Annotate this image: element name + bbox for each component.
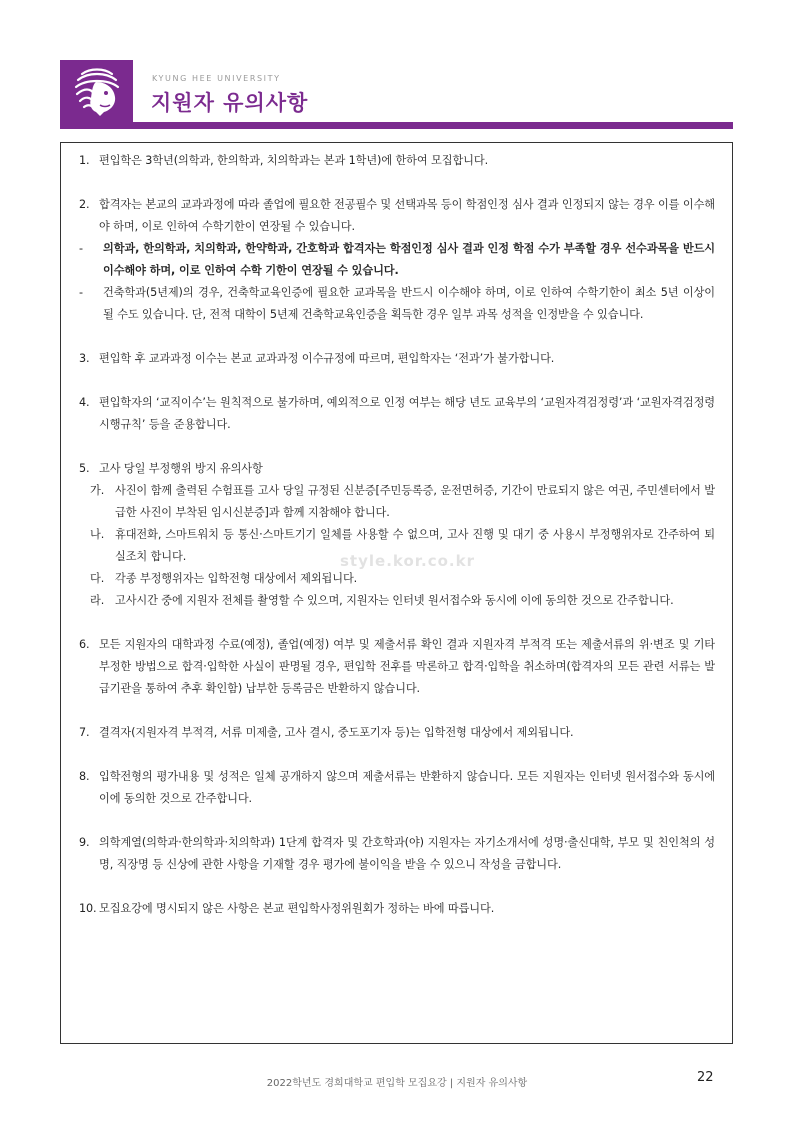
sub-item-mark: -	[79, 242, 83, 255]
sub-item	[79, 568, 715, 590]
university-name: KYUNG HEE UNIVERSITY	[152, 74, 281, 83]
item-number: 3.	[79, 352, 90, 365]
item-text: 의학계열(의학과·한의학과·치의학과) 1단계 합격자 및 간호학과(야) 지원자는 자기소개서에 성명·출신대학, 부모 및 친인척의 성명, 직장명 등 신상에 관한 사항을 기재할 경우 평가에 불이익을 받을 수 있으니 작성을 금합니다.	[99, 836, 715, 871]
list-item	[79, 832, 715, 876]
sub-item-text: 각종 부정행위자는 입학전형 대상에서 제외됩니다.	[115, 572, 358, 585]
list-item	[79, 348, 715, 370]
sub-item	[79, 282, 715, 326]
item-text: 입학전형의 평가내용 및 성적은 일체 공개하지 않으며 제출서류는 반환하지 않습니다. 모든 지원자는 인터넷 원서접수와 동시에 이에 동의한 것으로 간주합니다.	[99, 770, 715, 805]
list-item	[79, 634, 715, 700]
page-title: 지원자 유의사항	[151, 91, 309, 115]
header-divider	[60, 122, 733, 129]
sub-item-text: 휴대전화, 스마트워치 등 통신·스마트기기 일체를 사용할 수 없으며, 고사 진행 및 대기 중 사용시 부정행위자로 간주하여 퇴실조치 합니다.	[115, 528, 715, 563]
notice-list	[79, 150, 715, 920]
university-logo	[60, 60, 133, 122]
item-text: 모집요강에 명시되지 않은 사항은 본교 편입학사정위원회가 정하는 바에 따릅니다.	[99, 902, 495, 915]
item-number: 9.	[79, 836, 90, 849]
item-number: 10.	[79, 902, 97, 915]
sub-item	[79, 480, 715, 524]
item-number: 5.	[79, 462, 90, 475]
sub-item-mark: 가.	[90, 484, 105, 497]
list-item	[79, 766, 715, 810]
item-text: 편입학 후 교과과정 이수는 본교 교과과정 이수규정에 따르며, 편입학자는 ‘전과’가 불가합니다.	[99, 352, 555, 365]
sub-item-text: 사진이 함께 출력된 수험표를 고사 당일 규정된 신분증[주민등록증, 운전면허증, 기간이 만료되지 않은 여권, 주민센터에서 발급한 사진이 부착된 임시신분증]과 함께 지참해야 합니다.	[115, 484, 715, 519]
notice-box	[60, 142, 733, 1044]
item-number: 6.	[79, 638, 90, 651]
sub-item-mark: 다.	[90, 572, 105, 585]
item-text: 고사 당일 부정행위 방지 유의사항	[99, 462, 263, 475]
item-number: 8.	[79, 770, 90, 783]
item-number: 7.	[79, 726, 90, 739]
lion-emblem-icon	[60, 60, 133, 122]
list-item	[79, 194, 715, 238]
list-item	[79, 722, 715, 744]
sub-item-text: 의학과, 한의학과, 치의학과, 한약학과, 간호학과 합격자는 학점인정 심사 결과 인정 학점 수가 부족할 경우 선수과목을 반드시 이수해야 하며, 이로 인하여 수학 기한이 연장될 수 있습니다.	[103, 242, 715, 277]
sub-item-mark: 나.	[90, 528, 105, 541]
sub-item-text: 고사시간 중에 지원자 전체를 촬영할 수 있으며, 지원자는 인터넷 원서접수와 동시에 이에 동의한 것으로 간주합니다.	[115, 594, 674, 607]
sub-item	[79, 590, 715, 612]
sub-item-mark: 라.	[90, 594, 105, 607]
item-text: 모든 지원자의 대학과정 수료(예정), 졸업(예정) 여부 및 제출서류 확인 결과 지원자격 부적격 또는 제출서류의 위·변조 및 기타 부정한 방법으로 합격·입학한 사실이 판명될 경우, 편입학 전후를 막론하고 합격·입학을 취소하며(합격자의 모든 관련 서류는 발급기관을 통하여 추후 확인함) 납부한 등록금은 반환하지 않습니다.	[99, 638, 715, 695]
item-number: 2.	[79, 198, 90, 211]
item-text: 편입학자의 ‘교직이수’는 원칙적으로 불가하며, 예외적으로 인정 여부는 해당 년도 교육부의 ‘교원자격검정령’과 ‘교원자격검정령 시행규칙’ 등을 준용합니다.	[99, 396, 715, 431]
list-item	[79, 150, 715, 172]
list-item	[79, 458, 715, 480]
list-item	[79, 392, 715, 436]
sub-item-text: 건축학과(5년제)의 경우, 건축학교육인증에 필요한 교과목을 반드시 이수해야 하며, 이로 인하여 수학기한이 최소 5년 이상이 될 수도 있습니다. 단, 전적 대학이 5년제 건축학교육인증을 획득한 경우 일부 과목 성적을 인정받을 수 있습니다.	[103, 286, 715, 321]
item-text: 편입학은 3학년(의학과, 한의학과, 치의학과는 본과 1학년)에 한하여 모집합니다.	[99, 154, 489, 167]
sub-item-mark: -	[79, 286, 83, 299]
list-item	[79, 898, 715, 920]
sub-item	[79, 238, 715, 282]
item-text: 결격자(지원자격 부적격, 서류 미제출, 고사 결시, 중도포기자 등)는 입학전형 대상에서 제외됩니다.	[99, 726, 574, 739]
page-number: 22	[697, 1070, 714, 1085]
item-text: 합격자는 본교의 교과과정에 따라 졸업에 필요한 전공필수 및 선택과목 등이 학점인정 심사 결과 인정되지 않는 경우 이를 이수해야 하며, 이로 인하여 수학기한이 연장될 수 있습니다.	[99, 198, 715, 233]
item-number: 4.	[79, 396, 90, 409]
watermark: style.kor.co.kr	[340, 552, 475, 570]
footer-caption: 2022학년도 경희대학교 편입학 모집요강 | 지원자 유의사항	[266, 1078, 528, 1089]
item-number: 1.	[79, 154, 90, 167]
